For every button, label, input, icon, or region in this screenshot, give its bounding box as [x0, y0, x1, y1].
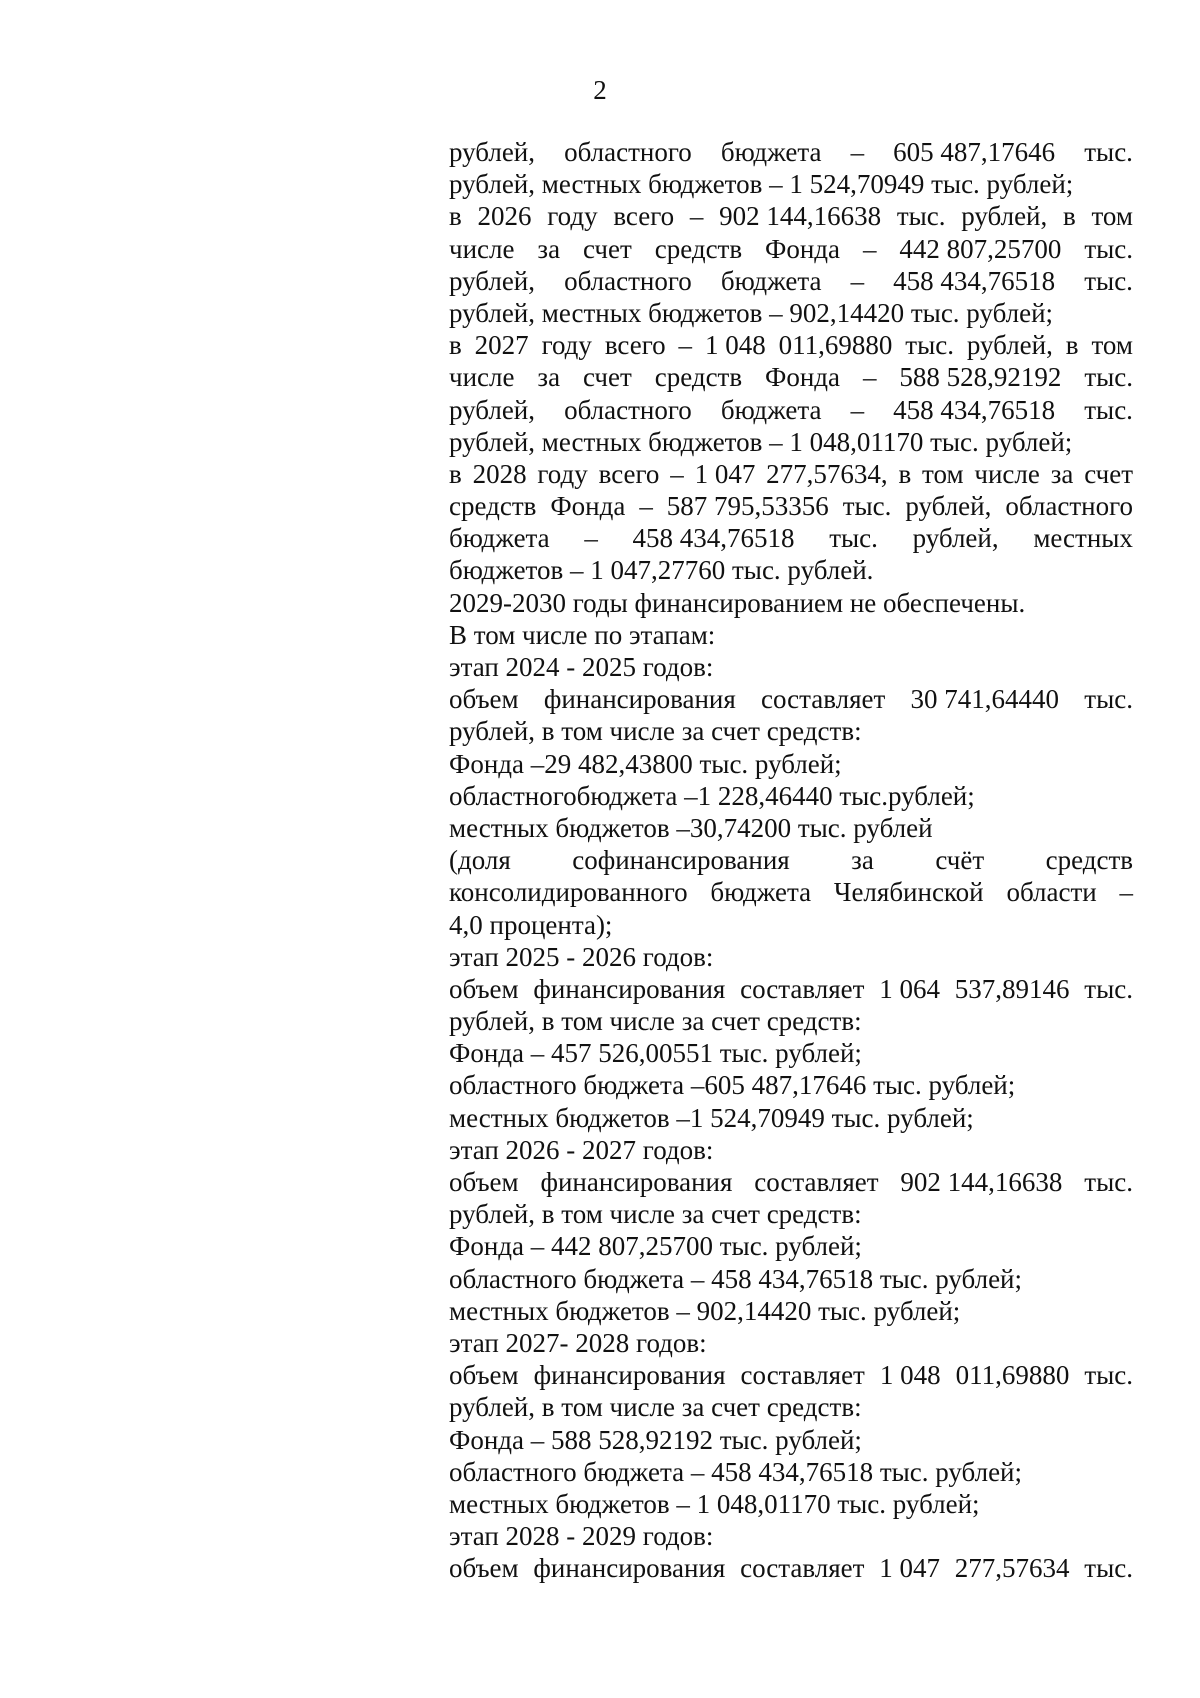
text-line: 4,0 процента);	[449, 909, 613, 940]
text-line: объем финансирования составляет 30 741,64440 тыс.	[449, 684, 1133, 715]
text-line: числе за счет средств Фонда – 442 807,25700 тыс.	[449, 233, 1133, 264]
text-line: областного бюджета – 458 434,76518 тыс. рублей;	[449, 1456, 1023, 1487]
text-line: рублей, местных бюджетов – 902,14420 тыс. рублей;	[449, 297, 1054, 328]
text-line: областного бюджета –605 487,17646 тыс. рублей;	[449, 1070, 1016, 1101]
page-number: 2	[593, 75, 607, 105]
text-line: объем финансирования составляет 1 048 011,69880 тыс.	[449, 1360, 1133, 1391]
text-line: в 2028 году всего – 1 047 277,57634, в том числе за счет	[449, 458, 1133, 489]
text-line: В том числе по этапам:	[449, 619, 716, 650]
text-line: рублей, областного бюджета – 458 434,76518 тыс.	[449, 394, 1133, 425]
text-line: консолидированного бюджета Челябинской области –	[449, 877, 1133, 908]
text-line: рублей, областного бюджета – 605 487,17646 тыс.	[449, 137, 1133, 167]
text-line: этап 2025 - 2026 годов:	[449, 941, 714, 972]
text-line: 2029-2030 годы финансированием не обеспечены.	[449, 587, 1026, 618]
text-line: областного бюджета – 458 434,76518 тыс. рублей;	[449, 1263, 1023, 1294]
text-line: местных бюджетов – 902,14420 тыс. рублей;	[449, 1295, 961, 1326]
text-line: рублей, в том числе за счет средств:	[449, 716, 862, 747]
text-line: средств Фонда – 587 795,53356 тыс. рублей, областного	[449, 491, 1133, 522]
text-line: рублей, в том числе за счет средств:	[449, 1199, 862, 1230]
text-line: в 2027 году всего – 1 048 011,69880 тыс. рублей, в том	[449, 330, 1133, 361]
text-line: объем финансирования составляет 902 144,16638 тыс.	[449, 1167, 1133, 1197]
text-line: бюджетов – 1 047,27760 тыс. рублей.	[449, 555, 874, 586]
text-line: рублей, в том числе за счет средств:	[449, 1006, 862, 1037]
text-line: числе за счет средств Фонда – 588 528,92192 тыс.	[449, 362, 1133, 393]
text-line: местных бюджетов – 1 048,01170 тыс. рублей;	[449, 1488, 980, 1519]
text-line: бюджета – 458 434,76518 тыс. рублей, местных	[449, 523, 1133, 554]
text-line: рублей, областного бюджета – 458 434,76518 тыс.	[449, 265, 1133, 296]
text-line: в 2026 году всего – 902 144,16638 тыс. рублей, в том	[449, 201, 1133, 232]
text-line: этап 2027- 2028 годов:	[449, 1327, 707, 1358]
text-line: этап 2028 - 2029 годов:	[449, 1521, 714, 1552]
text-line: Фонда – 457 526,00551 тыс. рублей;	[449, 1038, 862, 1069]
text-line: рублей, местных бюджетов – 1 524,70949 тыс. рублей;	[449, 169, 1074, 200]
text-line: объем финансирования составляет 1 064 537,89146 тыс.	[449, 973, 1133, 1004]
text-line: Фонда – 588 528,92192 тыс. рублей;	[449, 1424, 862, 1455]
text-line: областногобюджета –1 228,46440 тыс.рублей;	[449, 780, 975, 811]
text-line: местных бюджетов –1 524,70949 тыс. рублей;	[449, 1102, 974, 1133]
text-line: этап 2024 - 2025 годов:	[449, 652, 714, 682]
text-line: этап 2026 - 2027 годов:	[449, 1134, 714, 1165]
document-body	[449, 136, 1133, 1584]
text-line: рублей, местных бюджетов – 1 048,01170 тыс. рублей;	[449, 426, 1073, 457]
text-line: (доля софинансирования за счёт средств	[449, 845, 1133, 876]
text-line: рублей, в том числе за счет средств:	[449, 1392, 862, 1423]
text-line: объем финансирования составляет 1 047 277,57634 тыс.	[449, 1553, 1133, 1584]
text-line: местных бюджетов –30,74200 тыс. рублей	[449, 812, 933, 843]
text-line: Фонда –29 482,43800 тыс. рублей;	[449, 748, 842, 779]
text-line: Фонда – 442 807,25700 тыс. рублей;	[449, 1231, 862, 1262]
